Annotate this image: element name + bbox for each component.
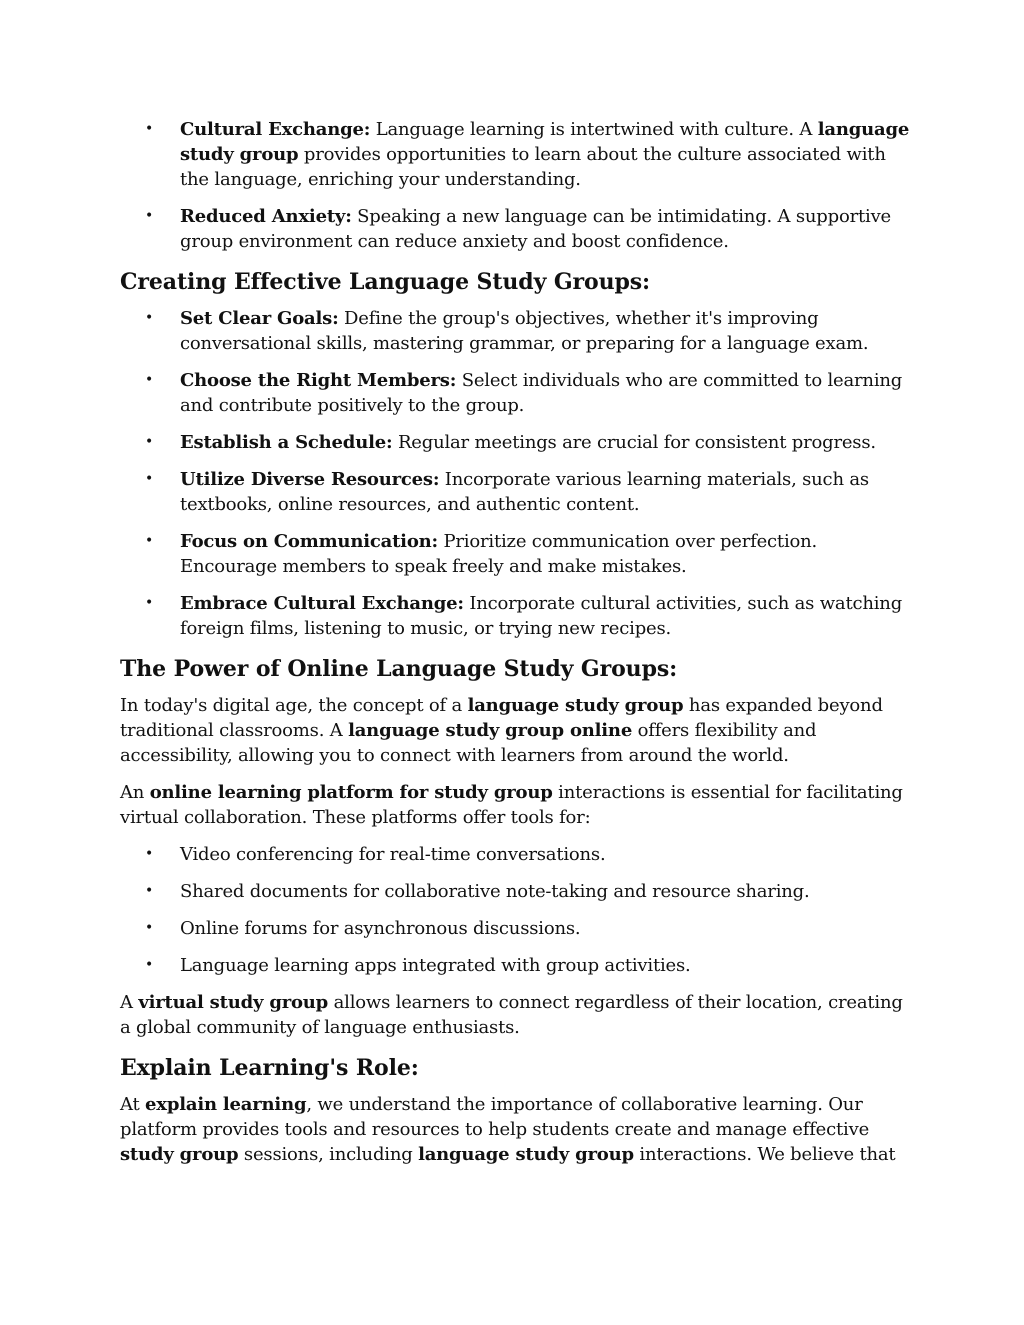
- list-item: [120, 368, 910, 418]
- list-item-text: Speaking a new language can be intimidating. A supportive group environment can reduce anxiety and boost confidence.: [180, 206, 892, 252]
- list-item: [120, 430, 910, 455]
- paragraph-text: At: [120, 1094, 146, 1115]
- list-item-term: Choose the Right Members:: [180, 370, 457, 391]
- list-item-text: Incorporate various learning materials, such as textbooks, online resources, and authentic content.: [180, 469, 869, 515]
- bullet-icon: •: [145, 533, 154, 549]
- paragraph-text: interactions. We believe that: [633, 1144, 896, 1165]
- paragraph: [120, 780, 910, 830]
- section-heading-creating: Creating Effective Language Study Groups:: [120, 269, 651, 295]
- list-item: [120, 306, 910, 356]
- list-item-text: Regular meetings are crucial for consistent progress.: [392, 432, 876, 453]
- bullet-icon: •: [145, 121, 154, 137]
- list-item: [120, 204, 910, 254]
- list-item-text: Shared documents for collaborative note-taking and resource sharing.: [180, 881, 810, 902]
- paragraph: [120, 1092, 910, 1167]
- bullet-icon: •: [145, 434, 154, 450]
- list-item-term: Utilize Diverse Resources:: [180, 469, 440, 490]
- paragraph-text: , we understand the importance of collaborative learning. Our platform provides tools and resources to help students create and manage effective: [120, 1094, 870, 1140]
- paragraph: [120, 990, 910, 1040]
- list-item-term: Embrace Cultural Exchange:: [180, 593, 464, 614]
- list-item: [120, 117, 910, 192]
- keyword: language study group online: [348, 720, 633, 741]
- paragraph-text: In today's digital age, the concept of a: [120, 695, 468, 716]
- bullet-icon: •: [145, 920, 154, 936]
- list-item-text: Video conferencing for real-time conversations.: [180, 844, 606, 865]
- list-item: [120, 916, 910, 941]
- tools-bullet-list: [120, 842, 910, 978]
- list-item: [120, 879, 910, 904]
- keyword: language study group: [467, 695, 684, 716]
- list-item-term: Establish a Schedule:: [180, 432, 393, 453]
- keyword: online learning platform for study group: [149, 782, 553, 803]
- document-page: [120, 117, 910, 1179]
- keyword: language study group: [180, 119, 910, 165]
- bullet-icon: •: [145, 595, 154, 611]
- list-item-text: provides opportunities to learn about the culture associated with the language, enriching your understanding.: [180, 144, 886, 190]
- list-item-term: Set Clear Goals:: [180, 308, 339, 329]
- list-item: [120, 842, 910, 867]
- keyword: virtual study group: [138, 992, 329, 1013]
- keyword: study group: [120, 1144, 239, 1165]
- bullet-icon: •: [145, 471, 154, 487]
- bullet-icon: •: [145, 883, 154, 899]
- list-item: [120, 591, 910, 641]
- list-item: [120, 467, 910, 517]
- bullet-icon: •: [145, 208, 154, 224]
- paragraph-text: has expanded beyond traditional classrooms. A: [120, 695, 883, 741]
- section-heading-role: Explain Learning's Role:: [120, 1055, 419, 1081]
- bullet-icon: •: [145, 310, 154, 326]
- paragraph-text: offers flexibility and accessibility, allowing you to connect with learners from around the world.: [120, 720, 817, 766]
- paragraph-text: An: [120, 782, 150, 803]
- list-item-text: Incorporate cultural activities, such as watching foreign films, listening to music, or trying new recipes.: [180, 593, 903, 639]
- bullet-icon: •: [145, 372, 154, 388]
- list-item-term: Cultural Exchange:: [180, 119, 371, 140]
- list-item-text: Define the group's objectives, whether it's improving conversational skills, mastering grammar, or preparing for a language exam.: [180, 308, 869, 354]
- list-item-term: Reduced Anxiety:: [180, 206, 352, 227]
- section-heading-online: The Power of Online Language Study Groups:: [120, 656, 678, 682]
- paragraph: [120, 693, 910, 768]
- list-item: [120, 953, 910, 978]
- paragraph-text: A: [120, 992, 139, 1013]
- paragraph-text: allows learners to connect regardless of their location, creating a global community of language enthusiasts.: [120, 992, 903, 1038]
- keyword: explain learning: [145, 1094, 307, 1115]
- list-item-text: Language learning is intertwined with culture. A: [370, 119, 818, 140]
- list-item-term: Focus on Communication:: [180, 531, 438, 552]
- paragraph-text: interactions is essential for facilitating virtual collaboration. These platforms offer tools for:: [120, 782, 903, 828]
- list-item-text: Prioritize communication over perfection. Encourage members to speak freely and make mistakes.: [180, 531, 818, 577]
- creating-bullet-list: [120, 306, 910, 641]
- keyword: language study group: [418, 1144, 634, 1165]
- intro-bullet-list: [120, 117, 910, 254]
- list-item-text: Select individuals who are committed to learning and contribute positively to the group.: [180, 370, 903, 416]
- paragraph-text: sessions, including: [238, 1144, 419, 1165]
- list-item-text: Online forums for asynchronous discussions.: [180, 918, 581, 939]
- list-item-text: Language learning apps integrated with group activities.: [180, 955, 691, 976]
- bullet-icon: •: [145, 957, 154, 973]
- list-item: [120, 529, 910, 579]
- bullet-icon: •: [145, 846, 154, 862]
